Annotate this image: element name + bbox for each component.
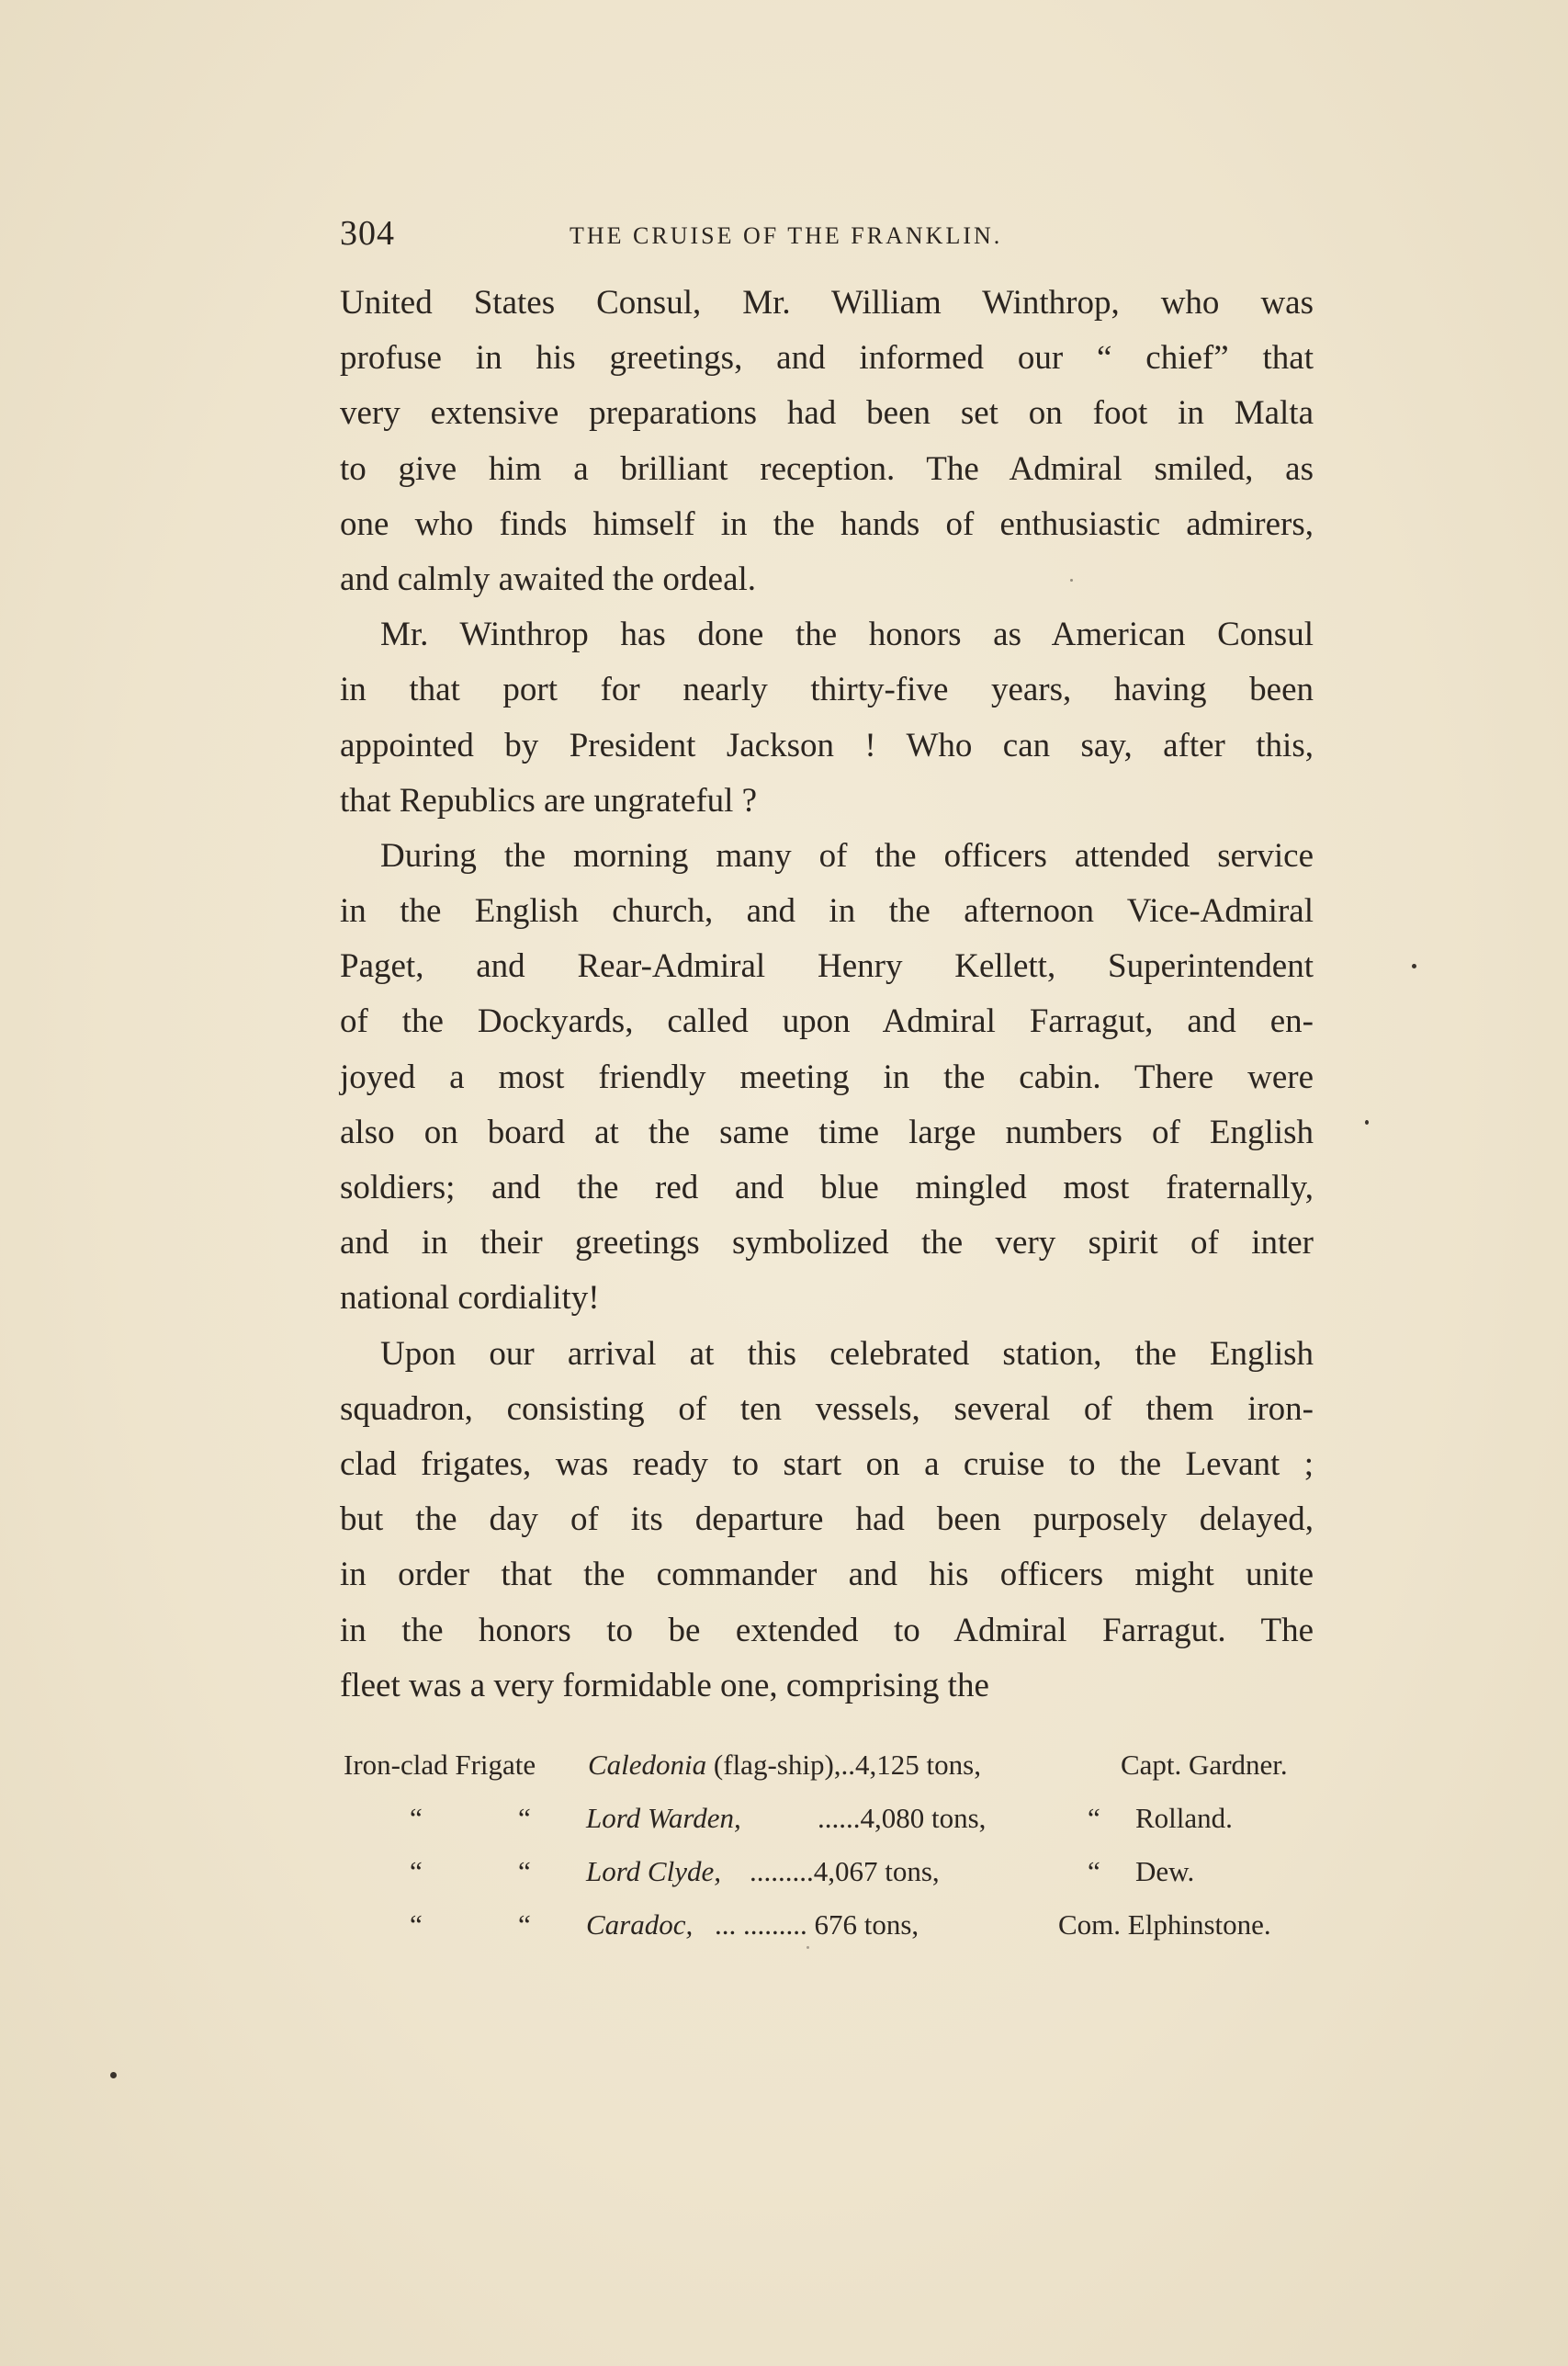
ditto-mark: “	[410, 1855, 423, 1887]
text-line: and calmly awaited the ordeal.	[340, 560, 757, 598]
vessel-commander: Capt. Gardner.	[1121, 1749, 1288, 1781]
text-line: Paget, and Rear-Admiral Henry Kellett, Superintendent	[340, 947, 1314, 986]
vessel-tonnage: ......4,080 tons,	[818, 1802, 987, 1834]
fleet-row	[344, 1845, 1317, 1898]
text-line: profuse in his greetings, and informed our “ chief” that	[340, 339, 1314, 378]
text-line: that Republics are ungrateful ?	[340, 781, 758, 820]
ditto-mark: “	[1088, 1855, 1100, 1887]
ink-speck	[110, 2072, 117, 2078]
text-line: in the English church, and in the afternoon Vice-Admiral	[340, 892, 1314, 931]
vessel-name: Lord Clyde,	[586, 1855, 721, 1887]
vessel-note: (flag-ship),..4,125 tons,	[713, 1749, 981, 1781]
fleet-row	[344, 1898, 1317, 1952]
running-head: THE CRUISE OF THE FRANKLIN.	[570, 222, 1003, 249]
fleet-row	[344, 1792, 1317, 1845]
text-line: in that port for nearly thirty-five years, having been	[340, 671, 1314, 709]
text-line: appointed by President Jackson ! Who can say, after this,	[340, 726, 1314, 764]
vessel-type: Iron-clad Frigate	[344, 1749, 536, 1781]
ink-speck	[807, 1946, 809, 1949]
body-text	[340, 276, 1314, 1714]
text-line: Upon our arrival at this celebrated station, the English	[380, 1334, 1314, 1373]
ditto-mark: “	[410, 1908, 423, 1941]
text-line: and in their greetings symbolized the very spirit of inter	[340, 1224, 1314, 1262]
vessel-name: Caradoc,	[586, 1908, 694, 1941]
fleet-row	[344, 1738, 1317, 1792]
vessel-name: Lord Warden,	[586, 1802, 741, 1834]
text-line: clad frigates, was ready to start on a cruise to the Levant ;	[340, 1444, 1314, 1483]
text-line: During the morning many of the officers attended service	[380, 836, 1314, 875]
text-line: United States Consul, Mr. William Winthrop, who was	[340, 284, 1314, 322]
vessel-name-group	[588, 1738, 981, 1792]
vessel-commander: Dew.	[1135, 1855, 1195, 1887]
ditto-mark: “	[518, 1802, 531, 1834]
text-line: fleet was a very formidable one, comprising the	[340, 1666, 989, 1704]
text-line: to give him a brilliant reception. The Admiral smiled, as	[340, 449, 1314, 488]
ditto-mark: “	[1088, 1802, 1100, 1834]
ink-speck	[1365, 1120, 1369, 1125]
text-line: squadron, consisting of ten vessels, several of them iron-	[340, 1389, 1314, 1428]
text-line: in order that the commander and his officers might unite	[340, 1556, 1314, 1594]
ditto-mark: “	[410, 1802, 423, 1834]
text-line: of the Dockyards, called upon Admiral Farragut, and en-	[340, 1002, 1314, 1041]
ink-speck	[1412, 964, 1416, 968]
text-line: one who finds himself in the hands of enthusiastic admirers,	[340, 504, 1314, 543]
text-line: very extensive preparations had been set on foot in Malta	[340, 394, 1314, 433]
page-number: 304	[340, 214, 395, 253]
text-line: joyed a most friendly meeting in the cabin. There were	[340, 1058, 1314, 1096]
text-line: national cordiality!	[340, 1279, 600, 1318]
text-line: but the day of its departure had been purposely delayed,	[340, 1500, 1314, 1539]
vessel-tonnage: ... ......... 676 tons,	[715, 1908, 919, 1941]
vessel-tonnage: .........4,067 tons,	[750, 1855, 940, 1887]
vessel-commander: Com. Elphinstone.	[1058, 1908, 1271, 1941]
vessel-commander: Rolland.	[1135, 1802, 1233, 1834]
ditto-mark: “	[518, 1908, 531, 1941]
text-line: also on board at the same time large numbers of English	[340, 1113, 1314, 1151]
fleet-list	[344, 1738, 1317, 1952]
text-line: Mr. Winthrop has done the honors as American Consul	[380, 616, 1314, 654]
ink-speck	[1070, 579, 1073, 582]
text-line: in the honors to be extended to Admiral Farragut. The	[340, 1611, 1314, 1649]
vessel-name: Caledonia	[588, 1749, 707, 1781]
text-line: soldiers; and the red and blue mingled most fraternally,	[340, 1169, 1314, 1206]
page-header	[340, 213, 1314, 259]
ditto-mark: “	[518, 1855, 531, 1887]
